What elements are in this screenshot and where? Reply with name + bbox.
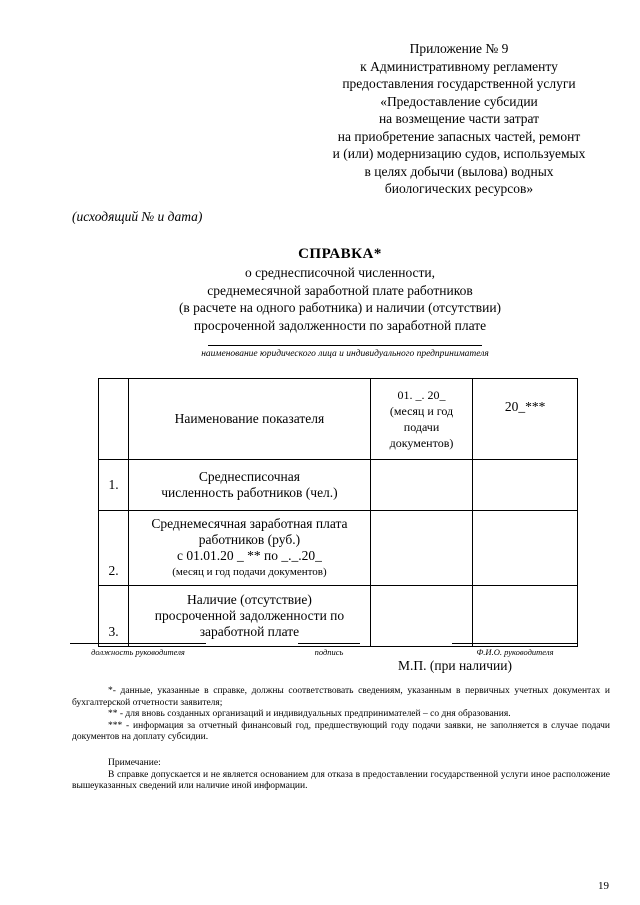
footnote: ** - для вновь созданных организаций и индивидуальных предпринимателей – со дня образования. — [108, 709, 511, 719]
document-title: СПРАВКА* — [298, 246, 382, 262]
row-indicator-name — [129, 511, 371, 586]
appendix-header — [300, 40, 618, 198]
row-number: 3. — [99, 586, 129, 647]
indicator-line: численность работников (чел.) — [161, 485, 338, 500]
value-cell-year[interactable] — [473, 460, 578, 511]
appendix-line: и (или) модернизацию судов, используемых — [332, 146, 586, 161]
stamp-note: М.П. (при наличии) — [398, 658, 512, 673]
full-name-caption: Ф.И.О. руководителя — [476, 647, 554, 657]
full-name-signature-line[interactable] — [452, 643, 578, 644]
outgoing-reference: (исходящий № и дата) — [72, 209, 203, 224]
header-date-line: документов) — [389, 436, 454, 450]
footnote: *- данные, указанные в справке, должны соответствовать сведениям, указанным в первичных учетных документах и бухгалтерской отчетности заявителя; — [72, 686, 610, 708]
signature-line[interactable] — [298, 643, 360, 644]
entity-name-field[interactable] — [208, 345, 482, 346]
row-number: 1. — [99, 460, 129, 511]
indicator-line: Наличие (отсутствие) — [186, 592, 312, 607]
value-cell-year[interactable] — [473, 511, 578, 586]
value-cell-year[interactable] — [473, 586, 578, 647]
row-indicator-name — [129, 460, 371, 511]
document-subtitle — [110, 264, 570, 334]
header-date-line: (месяц и год — [389, 404, 454, 418]
indicator-line: заработной плате — [199, 624, 300, 639]
appendix-line: предоставления государственной услуги — [342, 76, 576, 91]
row-number: 2. — [99, 511, 129, 586]
note-block — [72, 758, 610, 793]
header-date-line: подачи — [403, 420, 440, 434]
page-number: 19 — [598, 880, 609, 892]
row-indicator-name — [129, 586, 371, 647]
appendix-line: Приложение № 9 — [409, 41, 509, 56]
indicators-table — [98, 378, 578, 647]
subtitle-line: просроченной задолженности по заработной плате — [193, 317, 487, 333]
note-text: В справке допускается и не является основанием для отказа в предоставлении государственной услуги иное расположение вышеуказанных сведений или наличие иной информации. — [72, 769, 610, 791]
table-row — [99, 460, 578, 511]
indicator-line: Среднемесячная заработная плата — [151, 516, 348, 531]
header-date-line: 01. _. 20_ — [397, 388, 446, 402]
subtitle-line: о среднесписочной численности, — [244, 265, 436, 280]
value-cell-date[interactable] — [370, 586, 473, 647]
position-caption: должность руководителя — [91, 647, 185, 657]
table-row — [99, 586, 578, 647]
appendix-line: в целях добычи (вылова) водных — [364, 163, 554, 179]
indicator-line: просроченной задолженности по — [154, 608, 345, 623]
header-num-cell — [99, 379, 129, 460]
footnotes — [72, 686, 610, 744]
table-header-row — [99, 379, 578, 460]
header-year-column: 20_*** — [473, 379, 578, 460]
indicator-line: с 01.01.20 _ ** по _._.20_ — [177, 548, 322, 563]
signature-caption: подпись — [314, 647, 344, 657]
value-cell-date[interactable] — [370, 460, 473, 511]
subtitle-line: среднемесячной заработной плате работников — [207, 282, 473, 298]
appendix-line: к Административному регламенту — [360, 58, 558, 74]
indicator-line: работников (руб.) — [198, 532, 301, 547]
appendix-line: биологических ресурсов» — [384, 181, 534, 196]
value-cell-date[interactable] — [370, 511, 473, 586]
indicator-line: Среднесписочная — [198, 469, 300, 484]
header-date-column — [370, 379, 473, 460]
position-signature-line[interactable] — [70, 643, 206, 644]
table-row — [99, 511, 578, 586]
footnote: *** - информация за отчетный финансовый год, предшествующий году подачи заявки, не заполняется в случае подачи документов на доплату субсидии. — [72, 720, 610, 742]
appendix-line: на приобретение запасных частей, ремонт — [337, 128, 581, 144]
appendix-line: «Предоставление субсидии — [380, 93, 538, 109]
appendix-line: на возмещение части затрат — [378, 111, 540, 126]
entity-name-caption: наименование юридического лица и индивидуального предпринимателя — [201, 349, 489, 359]
note-label: Примечание: — [108, 758, 161, 768]
indicator-note: (месяц и год подачи документов) — [172, 566, 327, 578]
header-indicator: Наименование показателя — [129, 379, 371, 460]
subtitle-line: (в расчете на одного работника) и наличии (отсутствии) — [178, 300, 502, 315]
